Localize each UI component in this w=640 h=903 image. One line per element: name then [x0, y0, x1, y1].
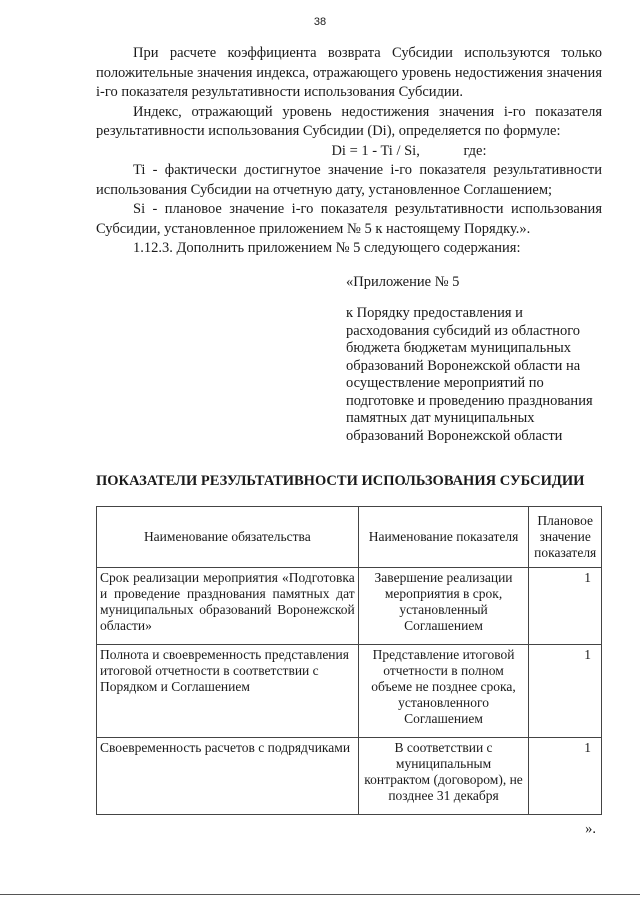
page-number: 38 [313, 16, 327, 28]
paragraph: Si - плановое значение i-го показателя результативности использования Субсидии, установленное приложением № 5 к настоящему Порядку.». [96, 201, 602, 237]
indicators-table [96, 506, 602, 815]
header-cell: Плановое значение показателя [529, 506, 602, 567]
formula-where: где: [463, 142, 487, 159]
closing-quote: ». [585, 820, 596, 837]
table-cell: Срок реализации мероприятия «Подготовка и проведение празднования памятных дат муниципальных образований Воронежской области» [97, 567, 359, 644]
page-bottom-rule [0, 894, 640, 895]
appendix-body: к Порядку предоставления и расходования субсидий из областного бюджета бюджетам муниципальных образований Воронежской области на осуществление мероприятий по подготовке и проведению празднования памятных дат муниципальных образований Воронежской области [346, 305, 593, 444]
formula-line [96, 142, 602, 162]
paragraph: Ti - фактически достигнутое значение i-го показателя результативности использования Субсидии на отчетную дату, установленное Соглашением; [96, 162, 602, 198]
table-cell: Своевременность расчетов с подрядчиками [97, 737, 359, 814]
header-cell: Наименование обязательства [97, 506, 359, 567]
table-header-row [97, 506, 602, 567]
paragraph: 1.12.3. Дополнить приложением № 5 следующего содержания: [133, 240, 521, 256]
formula: Di = 1 - Ti / Si, [331, 142, 420, 159]
table-cell: Представление итоговой отчетности в полном объеме не позднее срока, установленного Соглашением [358, 644, 529, 737]
section-heading: ПОКАЗАТЕЛИ РЕЗУЛЬТАТИВНОСТИ ИСПОЛЬЗОВАНИЯ СУБСИДИИ [96, 473, 585, 489]
appendix-block [346, 274, 602, 446]
paragraph: При расчете коэффициента возврата Субсидии используются только положительные значения индекса, отражающего уровень недостижения значения i-го показателя результативности использования Субсидии. [96, 45, 602, 100]
paragraph: Индекс, отражающий уровень недостижения значения i-го показателя результативности использования Субсидии (Di), определяется по формуле: [96, 103, 602, 139]
table-row [97, 567, 602, 644]
appendix-title: «Приложение № 5 [346, 273, 460, 290]
document-body [96, 44, 602, 839]
table-row [97, 737, 602, 814]
table-cell: 1 [529, 644, 602, 737]
table-row [97, 644, 602, 737]
table-cell: Завершение реализации мероприятия в срок, установленный Соглашением [358, 567, 529, 644]
table-cell: 1 [529, 737, 602, 814]
table-cell: Полнота и своевременность представления итоговой отчетности в соответствии с Порядком и Соглашением [97, 644, 359, 737]
table-cell: В соответствии с муниципальным контрактом (договором), не позднее 31 декабря [358, 737, 529, 814]
header-cell: Наименование показателя [358, 506, 529, 567]
table-cell: 1 [529, 567, 602, 644]
